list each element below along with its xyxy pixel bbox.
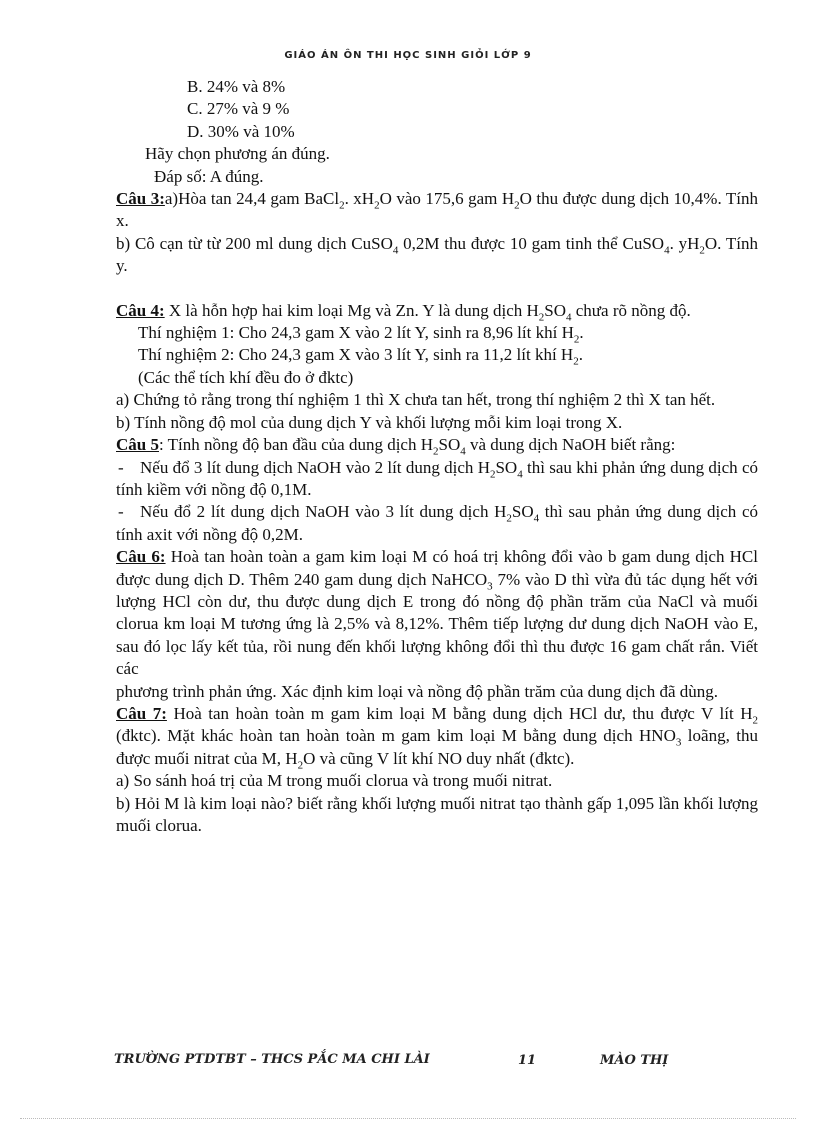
choose-instruction: Hãy chọn phương án đúng. xyxy=(145,144,330,164)
answer-line: Đáp số: A đúng. xyxy=(154,166,264,186)
question-5-label: Câu 5 xyxy=(116,435,159,455)
footer-school: TRƯỜNG PTDTBT – THCS PẮC MA CHI LÀI xyxy=(114,1052,430,1067)
page-header: GIÁO ÁN ÔN THI HỌC SINH GIỎI LỚP 9 xyxy=(284,50,532,61)
footer-author: MÀO THỊ xyxy=(600,1053,669,1068)
page-footer xyxy=(114,1053,714,1083)
question-6: Câu 6: Hoà tan hoàn toàn a gam kim loại M có hoá trị không đổi vào b gam dung dịch HCl được dung dịch D. Thêm 240 gam dung dịch NaHCO$_3$ 7% vào D thì vừa đủ tác dụng hết với lượng HCl còn dư, thu được dung dịch E trong đó nồng độ phần trăm của NaCl và muối clorua km loại M tương ứng là 2,5% và 8,12%. Thêm tiếp lượng dư dung dịch NaOH vào E, sau đó lọc lấy kết tủa, rồi nung đến khối lượng không đổi thì thu được 16 gam chất rắn. Viết các xyxy=(116,547,758,679)
page-number: 11 xyxy=(518,1053,537,1068)
question-3-b: b) Cô cạn từ từ 200 ml dung dịch CuSO$_4$ 0,2M thu được 10 gam tinh thể CuSO$_4$. $yH_2O$. Tính y. xyxy=(116,233,759,276)
question-5-item-2: - Nếu đổ 2 lít dung dịch NaOH vào 3 lít dung dịch $H_2SO_4$ thì sau phản ứng dung dịch có tính axit với nồng độ 0,2M. xyxy=(116,502,758,544)
question-3-label: Câu 3: xyxy=(116,189,165,209)
page-bottom-divider xyxy=(20,1118,796,1119)
document-body xyxy=(116,76,758,837)
question-4-a: a) Chứng tỏ rằng trong thí nghiệm 1 thì X chưa tan hết, trong thí nghiệm 2 thì X tan hết. xyxy=(116,390,716,410)
question-6-cont: phương trình phản ứng. Xác định kim loại và nồng độ phần trăm của dung dịch đã dùng. xyxy=(116,681,718,701)
question-7-b: b) Hỏi M là kim loại nào? biết rằng khối lượng muối nitrat tạo thành gấp 1,095 lần khối lượng muối clorua. xyxy=(116,793,758,835)
question-7-a: a) So sánh hoá trị của M trong muối clorua và trong muối nitrat. xyxy=(116,771,553,791)
gas-note: (Các thể tích khí đều đo ở đktc) xyxy=(138,367,354,387)
experiment-2: Thí nghiệm 2: Cho 24,3 gam X vào 3 lít Y, sinh ra 11,2 lít khí $H_2$. xyxy=(138,345,583,368)
question-7-label: Câu 7: xyxy=(116,703,167,723)
option-b: B. 24% và 8% xyxy=(187,77,286,96)
question-5-intro: Câu 5: Tính nồng độ ban đầu của dung dịch $H_2SO_4$ và dung dịch NaOH biết rằng: xyxy=(116,435,676,458)
option-c: C. 27% và 9 % xyxy=(187,99,290,119)
experiment-1: Thí nghiệm 1: Cho 24,3 gam X vào 2 lít Y, sinh ra 8,96 lít khí $H_2$. xyxy=(138,323,584,346)
question-7: Câu 7: Hoà tan hoàn toàn m gam kim loại M bằng dung dịch HCl dư, thu được V lít $H_2$ (đktc). Mặt khác hoàn tan hoàn toàn m gam kim loại M bằng dung dịch $HNO_3$ loãng, thu được muối nitrat của M, $H_2O$ và cũng V lít khí NO duy nhất (đktc). xyxy=(116,703,758,772)
question-3-a: Câu 3:a)Hòa tan 24,4 gam BaCl$_2$. $xH_2O$ vào 175,6 gam $H_2O$ thu được dung dịch 10,4%. Tính x. xyxy=(116,189,758,231)
question-4-label: Câu 4: xyxy=(116,300,165,320)
spacer xyxy=(116,278,758,300)
question-4-intro: Câu 4: X là hỗn hợp hai kim loại Mg và Zn. Y là dung dịch $H_2SO_4$ chưa rõ nồng độ. xyxy=(116,300,691,324)
question-4-b: b) Tính nồng độ mol của dung dịch Y và khối lượng mỗi kim loại trong X. xyxy=(116,412,623,432)
question-5-item-1: - Nếu đổ 3 lít dung dịch NaOH vào 2 lít dung dịch $H_2SO_4$ thì sau khi phản ứng dung dịch có tính kiềm với nồng độ 0,1M. xyxy=(116,457,758,499)
question-6-label: Câu 6: xyxy=(116,547,166,567)
option-d: D. 30% và 10% xyxy=(187,121,295,141)
